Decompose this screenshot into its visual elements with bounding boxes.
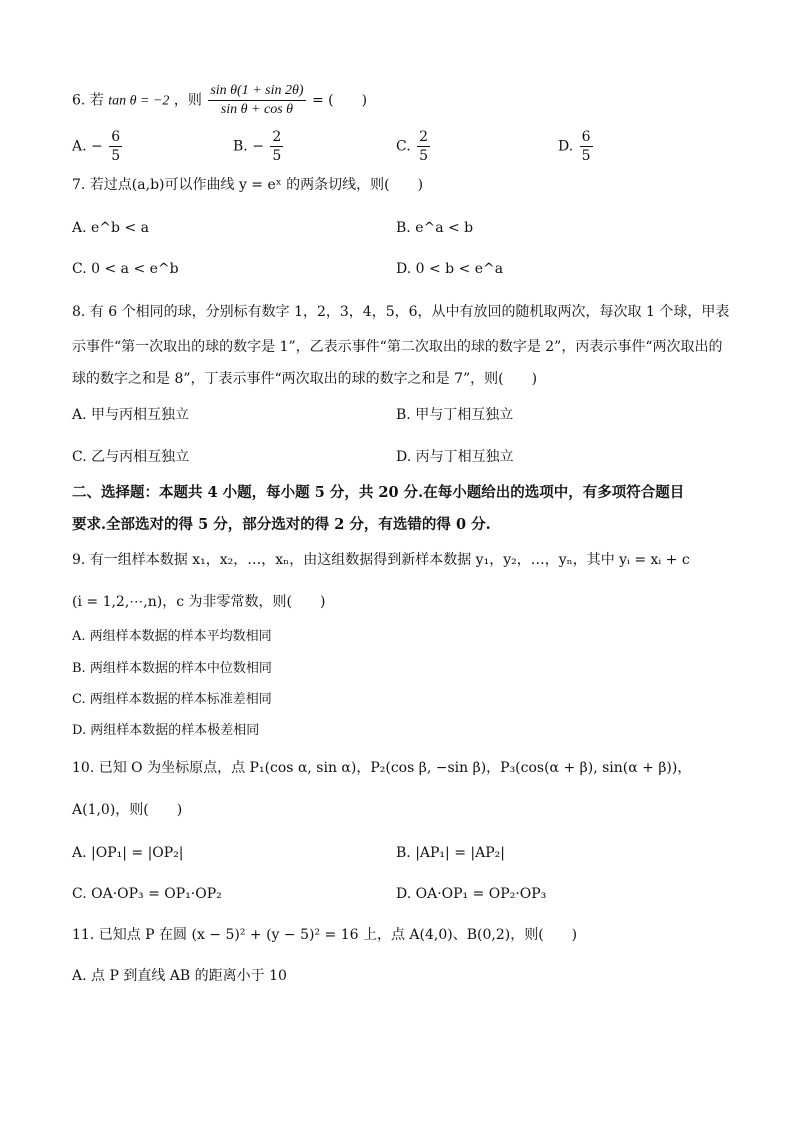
q10-option-d: D. OA·OP₁ = OP₂·OP₃ <box>396 886 547 902</box>
q8-option-b: B. 甲与丁相互独立 <box>396 407 514 423</box>
q9-number: 9. <box>72 552 86 568</box>
q8-line-2: 示事件“第一次取出的球的数字是 1”，乙表示事件“第二次取出的球的数字是 2”，丙表示事件“两次取出的 <box>72 339 723 355</box>
q7-option-a: A. e^b < a <box>72 220 149 236</box>
q10-line-1: 10. 已知 O 为坐标原点，点 P₁(cos α, sin α)，P₂(cos β, −sin β)，P₃(cos(α + β), sin(α + β))， <box>72 760 692 776</box>
section-2-heading-line-1: 二、选择题：本题共 4 小题，每小题 5 分，共 20 分.在每小题给出的选项中，有多项符合题目 <box>72 484 685 501</box>
q6-number: 6. <box>72 92 86 109</box>
q8-option-d: D. 丙与丁相互独立 <box>396 449 514 465</box>
q10-option-b: B. |AP₁| = |AP₂| <box>396 845 505 861</box>
q9-option-d: D. 两组样本数据的样本极差相同 <box>72 723 260 738</box>
q6-condition: tan θ = −2 <box>108 93 170 109</box>
q6-option-d-fraction: $\frac{6}{5}$ <box>581 129 591 164</box>
q7-option-b: B. e^a < b <box>396 220 474 236</box>
q6-option-a-fraction: $\frac{6}{5}$ <box>111 129 121 164</box>
q8-number: 8. <box>72 304 86 320</box>
q11-line-1: 11. 已知点 P 在圆 (x − 5)² + (y − 5)² = 16 上，点 A(4,0)、B(0,2)，则( ) <box>72 927 578 943</box>
q9-option-b: B. 两组样本数据的样本中位数相同 <box>72 661 272 676</box>
q11-number: 11. <box>72 927 95 943</box>
q10-line-2: A(1,0)，则( ) <box>72 802 183 818</box>
q10-option-a: A. |OP₁| = |OP₂| <box>72 845 184 861</box>
q6-option-c-fraction: $\frac{2}{5}$ <box>419 129 429 164</box>
q6-option-a: A. − $\frac{6}{5}$ <box>72 129 121 164</box>
q7-stem <box>72 175 423 195</box>
q6-text-before: 若 <box>89 92 104 109</box>
q6-option-b-fraction: $\frac{2}{5}$ <box>272 129 282 164</box>
q6-frac-denominator: sin θ + cos θ <box>220 102 294 117</box>
q6-option-b: B. − $\frac{2}{5}$ <box>233 129 282 164</box>
q9-line-2: (i = 1,2,⋯,n)，c 为非零常数，则( ) <box>72 594 326 610</box>
q9-option-c: C. 两组样本数据的样本标准差相同 <box>72 692 272 707</box>
q7-text: 若过点(a,b)可以作曲线 y = eˣ 的两条切线，则( ) <box>89 177 424 193</box>
q6-fraction <box>208 82 305 119</box>
q6-stem <box>72 82 367 119</box>
q6-option-c: C. $\frac{2}{5}$ <box>396 129 429 164</box>
q8-line-3: 球的数字之和是 8”，丁表示事件“两次取出的球的数字之和是 7”，则( ) <box>72 371 538 387</box>
q10-number: 10. <box>72 760 95 776</box>
q8-line-1: 8. 有 6 个相同的球，分别标有数字 1，2，3，4，5，6，从中有放回的随机取两次，每次取 1 个球，甲表 <box>72 304 730 320</box>
q7-number: 7. <box>72 177 86 193</box>
section-2-heading-line-2: 要求.全部选对的得 5 分，部分选对的得 2 分，有选错的得 0 分. <box>72 516 491 533</box>
q8-option-c: C. 乙与丙相互独立 <box>72 449 190 465</box>
q8-option-a: A. 甲与丙相互独立 <box>72 407 190 423</box>
q6-frac-numerator: sin θ(1 + sin 2θ) <box>208 82 305 101</box>
q9-option-a: A. 两组样本数据的样本平均数相同 <box>72 629 272 644</box>
q11-option-a: A. 点 P 到直线 AB 的距离小于 10 <box>72 968 287 984</box>
q7-option-c: C. 0 < a < e^b <box>72 261 179 277</box>
q6-option-d: D. $\frac{6}{5}$ <box>558 129 591 164</box>
q6-text-mid: ，则 <box>173 92 202 109</box>
q9-line-1: 9. 有一组样本数据 x₁，x₂，…，xₙ，由这组数据得到新样本数据 y₁，y₂，…，yₙ，其中 yᵢ = xᵢ + c <box>72 552 690 568</box>
q7-option-d: D. 0 < b < e^a <box>396 261 504 277</box>
q10-option-c: C. OA·OP₃ = OP₁·OP₂ <box>72 886 222 902</box>
q6-text-after: = ( ) <box>312 92 368 109</box>
